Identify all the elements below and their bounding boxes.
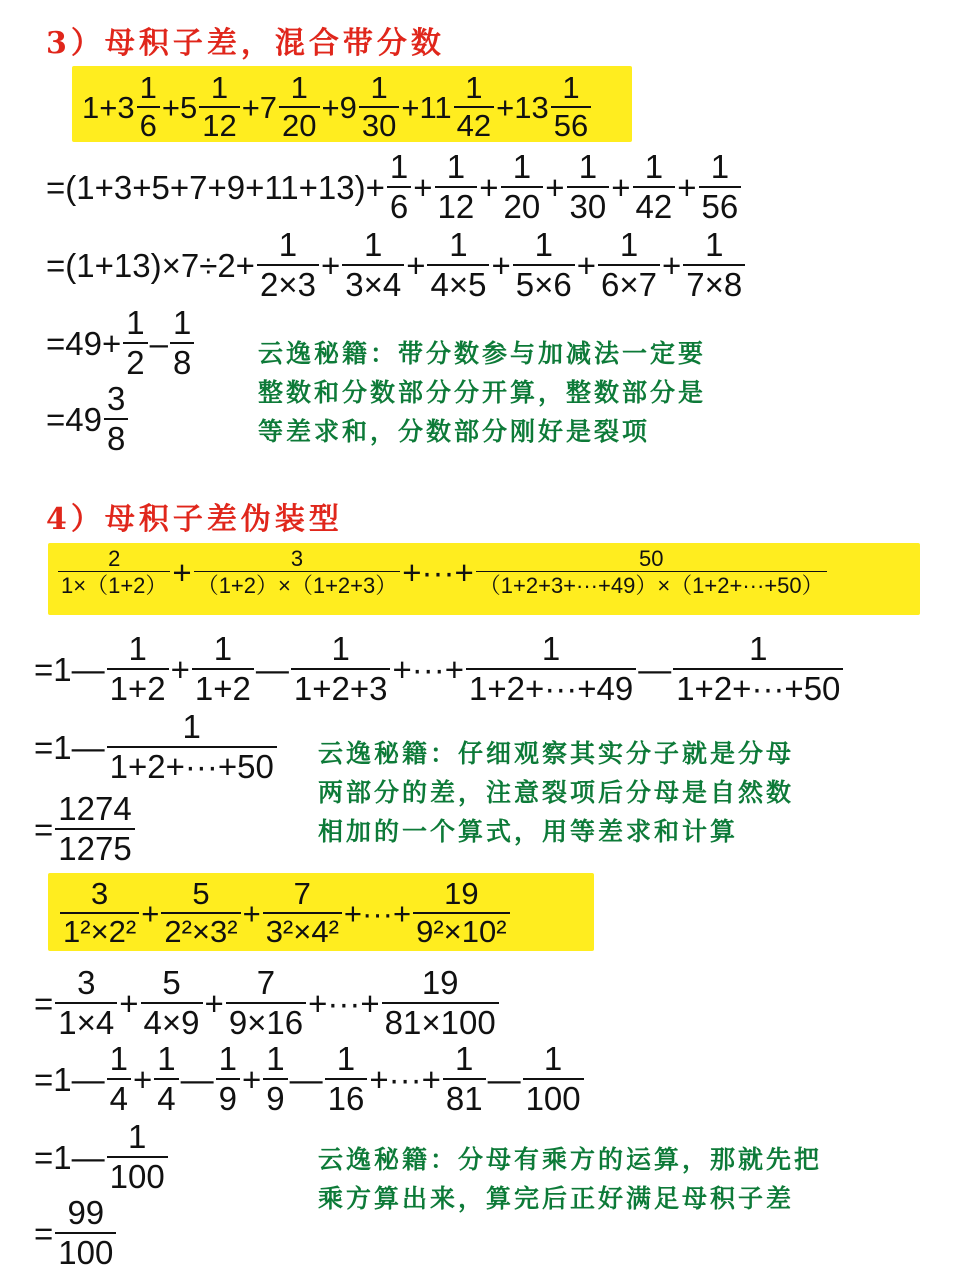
fraction-denominator: 3²×4² [263,912,342,949]
fraction [55,792,134,866]
fraction [58,547,170,597]
expression-term: + [611,168,631,206]
fraction-numerator: 3 [290,546,304,571]
fraction-numerator: 1 [127,1118,147,1155]
fraction [60,878,139,948]
solution-step-1 [34,966,501,1040]
fraction [107,632,169,706]
fraction [359,72,399,142]
fraction-denominator: （1+2）×（1+2+3） [194,571,401,597]
expression-term: + [479,168,499,206]
fraction-denominator: 1275 [55,828,134,867]
fraction [387,150,411,224]
expression-term: = [34,1214,54,1252]
fraction-numerator: 1274 [58,790,132,827]
fraction [501,150,544,224]
fraction-numerator: 1 [213,630,233,667]
fraction-numerator: 1 [534,226,553,263]
fraction-numerator: 1 [336,1040,356,1077]
fraction [466,632,636,706]
expression-term: +9 [321,89,357,125]
fraction-numerator: 1 [705,226,724,263]
fraction-denominator: 1+2+3 [291,668,391,707]
problem-expression [82,72,593,142]
fraction-numerator: 19 [421,964,459,1001]
fraction-numerator: 1 [266,1040,285,1077]
fraction-denominator: 100 [107,1156,168,1195]
expression-term: + [119,984,139,1022]
fraction-numerator: 1 [446,148,466,185]
fraction-numerator: 1 [157,1040,176,1077]
expression-term: + [204,984,224,1022]
fraction-numerator: 1 [541,630,561,667]
fraction-numerator: 1 [290,70,308,105]
fraction [194,547,401,597]
fraction-numerator: 1 [465,70,483,105]
fraction [523,1042,584,1116]
expression-term: +13 [496,89,549,125]
fraction-numerator: 5 [192,876,210,911]
fraction-denominator: 1+2 [107,668,169,707]
expression-term: + [545,168,565,206]
fraction-denominator: 81 [443,1078,486,1117]
fraction-numerator: 1 [109,1040,128,1077]
fraction-denominator: 4 [154,1078,178,1117]
fraction-numerator: 50 [638,546,664,571]
fraction [55,966,117,1040]
expression-term: +···+ [369,1060,441,1098]
fraction-numerator: 1 [389,148,409,185]
fraction-numerator: 3 [106,380,126,417]
expression-term: =(1+3+5+7+9+11+13)+ [46,168,385,206]
expression-term: =1— [34,650,105,688]
tip-note: 云逸秘籍：带分数参与加减法一定要 整数和分数部分分开算，整数部分是 等差求和，分数部分刚好是裂项 [258,339,707,446]
fraction-numerator: 1 [210,70,229,105]
fraction-denominator: 1+2+···+49 [466,668,636,707]
fraction-numerator: 1 [370,70,388,105]
fraction-denominator: 9 [263,1078,287,1117]
fraction [683,228,745,302]
expression-term: – [149,324,168,362]
fraction-numerator: 1 [619,226,639,263]
expression-term: — [487,1060,521,1098]
fraction-denominator: 1²×2² [60,912,139,949]
fraction [226,966,306,1040]
fraction [291,632,391,706]
fraction-denominator: 2×3 [257,264,319,303]
fraction-denominator: 16 [325,1078,368,1117]
fraction-denominator: 8 [104,418,128,457]
fraction-numerator: 1 [512,148,532,185]
fraction-denominator: 6×7 [598,264,660,303]
expression-term: + [662,246,682,284]
fraction-numerator: 2 [108,546,121,571]
fraction-numerator: 1 [562,70,580,105]
expression-term: — [289,1060,323,1098]
fraction-denominator: 42 [454,106,494,143]
expression-term: + [170,650,190,688]
fraction-denominator: 9 [216,1078,240,1117]
fraction-denominator: 5×6 [513,264,575,303]
expression-term: =(1+13)×7÷2+ [46,246,255,284]
fraction-numerator: 1 [364,226,383,263]
fraction-numerator: 1 [449,226,468,263]
fraction-denominator: 30 [567,186,610,225]
fraction [123,306,147,380]
solution-step-2 [34,1042,586,1116]
fraction-denominator: 6 [387,186,411,225]
expression-term: — [255,650,289,688]
fraction-numerator: 7 [256,964,276,1001]
fraction [263,1042,287,1116]
fraction-numerator: 1 [139,70,157,105]
solution-step-3 [34,1120,170,1194]
expression-term: =49 [46,400,102,438]
expression-term: + [320,246,341,284]
expression-term: +···+ [402,553,474,591]
fraction-denominator: 3×4 [342,264,404,303]
fraction [633,150,676,224]
fraction-denominator: 6 [137,106,160,143]
fraction-numerator: 1 [578,148,598,185]
fraction [476,547,827,597]
expression-term: + [172,553,192,591]
fraction-denominator: 2²×3² [161,912,240,949]
fraction [170,306,194,380]
problem-expression [58,878,512,948]
fraction-numerator: 1 [644,148,664,185]
fraction-numerator: 19 [444,876,479,911]
fraction-numerator: 1 [749,630,768,667]
fraction-denominator: 1×（1+2） [58,571,170,597]
fraction-numerator: 1 [710,148,730,185]
fraction [598,228,660,302]
fraction [107,1042,131,1116]
fraction-denominator: 56 [699,186,742,225]
section-heading-3: 3）母积子差，混合带分数 [46,26,445,61]
fraction [55,1196,116,1270]
fraction [107,1120,168,1194]
expression-term: + [141,895,160,931]
fraction-denominator: 20 [279,106,319,143]
expression-term: =1— [34,1138,105,1176]
fraction-denominator: 8 [170,342,194,381]
fraction-numerator: 99 [67,1194,105,1231]
fraction [137,72,160,142]
fraction-denominator: 100 [55,1232,116,1271]
fraction-numerator: 3 [77,964,96,1001]
expression-term: + [576,246,597,284]
fraction-numerator: 1 [278,226,298,263]
fraction [161,878,240,948]
fraction-numerator: 7 [293,876,311,911]
fraction [427,228,489,302]
solution-result [34,792,137,866]
fraction-denominator: 1+2+···+50 [107,746,277,785]
solution-step-2 [34,710,279,784]
fraction-numerator: 1 [455,1040,474,1077]
expression-term: + [677,168,697,206]
fraction [192,632,254,706]
fraction [699,150,742,224]
fraction-numerator: 1 [218,1040,237,1077]
fraction-numerator: 1 [543,1040,563,1077]
fraction-numerator: 3 [90,876,109,911]
fraction [325,1042,368,1116]
expression-term: + [242,895,261,931]
expression-term: + [132,1060,153,1098]
fraction [413,878,509,948]
fraction-denominator: 9²×10² [413,912,509,949]
fraction-denominator: 81×100 [382,1002,499,1041]
expression-term: + [491,246,511,284]
fraction-denominator: 12 [435,186,478,225]
expression-term: +11 [401,89,452,125]
expression-term: +···+ [392,650,464,688]
expression-term: = [34,810,54,848]
fraction-numerator: 1 [172,304,192,341]
fraction-numerator: 1 [182,708,201,745]
fraction [513,228,575,302]
solution-step-1 [46,150,743,224]
fraction-denominator: （1+2+3+···+49）×（1+2+···+50） [476,571,827,597]
fraction-denominator: 1+2+···+50 [673,668,843,707]
solution-step-2 [46,228,747,302]
problem-expression [56,547,829,597]
expression-term: +···+ [343,895,412,931]
fraction-denominator: 56 [551,106,591,143]
fraction-denominator: 1×4 [55,1002,117,1041]
fraction-denominator: 4 [107,1078,131,1117]
expression-term: — [180,1060,214,1098]
solution-result [34,1196,118,1270]
fraction [382,966,499,1040]
fraction [104,382,128,456]
solution-step-1 [34,632,845,706]
fraction-numerator: 1 [126,304,145,341]
fraction-denominator: 12 [199,106,239,143]
expression-term: + [241,1060,262,1098]
fraction [567,150,610,224]
fraction [263,878,342,948]
expression-term: = [34,984,54,1022]
expression-term: =49+ [46,324,122,362]
fraction-denominator: 30 [359,106,399,143]
expression-term: 1+3 [82,89,135,125]
solution-step-3 [46,306,196,380]
fraction [199,72,239,142]
fraction-denominator: 1+2 [192,668,254,707]
section-heading-4: 4）母积子差伪装型 [46,502,343,537]
fraction [279,72,319,142]
fraction [216,1042,240,1116]
fraction [443,1042,486,1116]
fraction [342,228,404,302]
expression-term: +···+ [308,984,380,1022]
solution-result [46,382,130,456]
expression-term: =1— [34,1060,105,1098]
fraction-denominator: 4×5 [427,264,489,303]
tip-note: 云逸秘籍：仔细观察其实分子就是分母 两部分的差，注意裂项后分母是自然数 相加的一个算式，用等差求和计算 [318,739,795,846]
fraction-numerator: 1 [128,630,147,667]
fraction [141,966,203,1040]
fraction-denominator: 7×8 [683,264,745,303]
expression-term: + [413,168,433,206]
expression-term: +5 [161,89,198,125]
fraction [454,72,494,142]
fraction-denominator: 20 [501,186,544,225]
fraction-numerator: 5 [162,964,181,1001]
fraction-denominator: 100 [523,1078,584,1117]
fraction-denominator: 9×16 [226,1002,306,1041]
fraction [673,632,843,706]
expression-term: =1— [34,728,105,766]
expression-term: — [638,650,672,688]
expression-term: + [406,246,426,284]
fraction-denominator: 4×9 [141,1002,203,1041]
fraction-denominator: 42 [633,186,676,225]
fraction [257,228,319,302]
fraction [154,1042,178,1116]
fraction-denominator: 2 [123,342,147,381]
fraction-numerator: 1 [331,630,350,667]
fraction [551,72,591,142]
fraction [435,150,478,224]
fraction [107,710,277,784]
tip-note: 云逸秘籍：分母有乘方的运算，那就先把 乘方算出来，算完后正好满足母积子差 [318,1145,823,1213]
expression-term: +7 [241,89,278,125]
